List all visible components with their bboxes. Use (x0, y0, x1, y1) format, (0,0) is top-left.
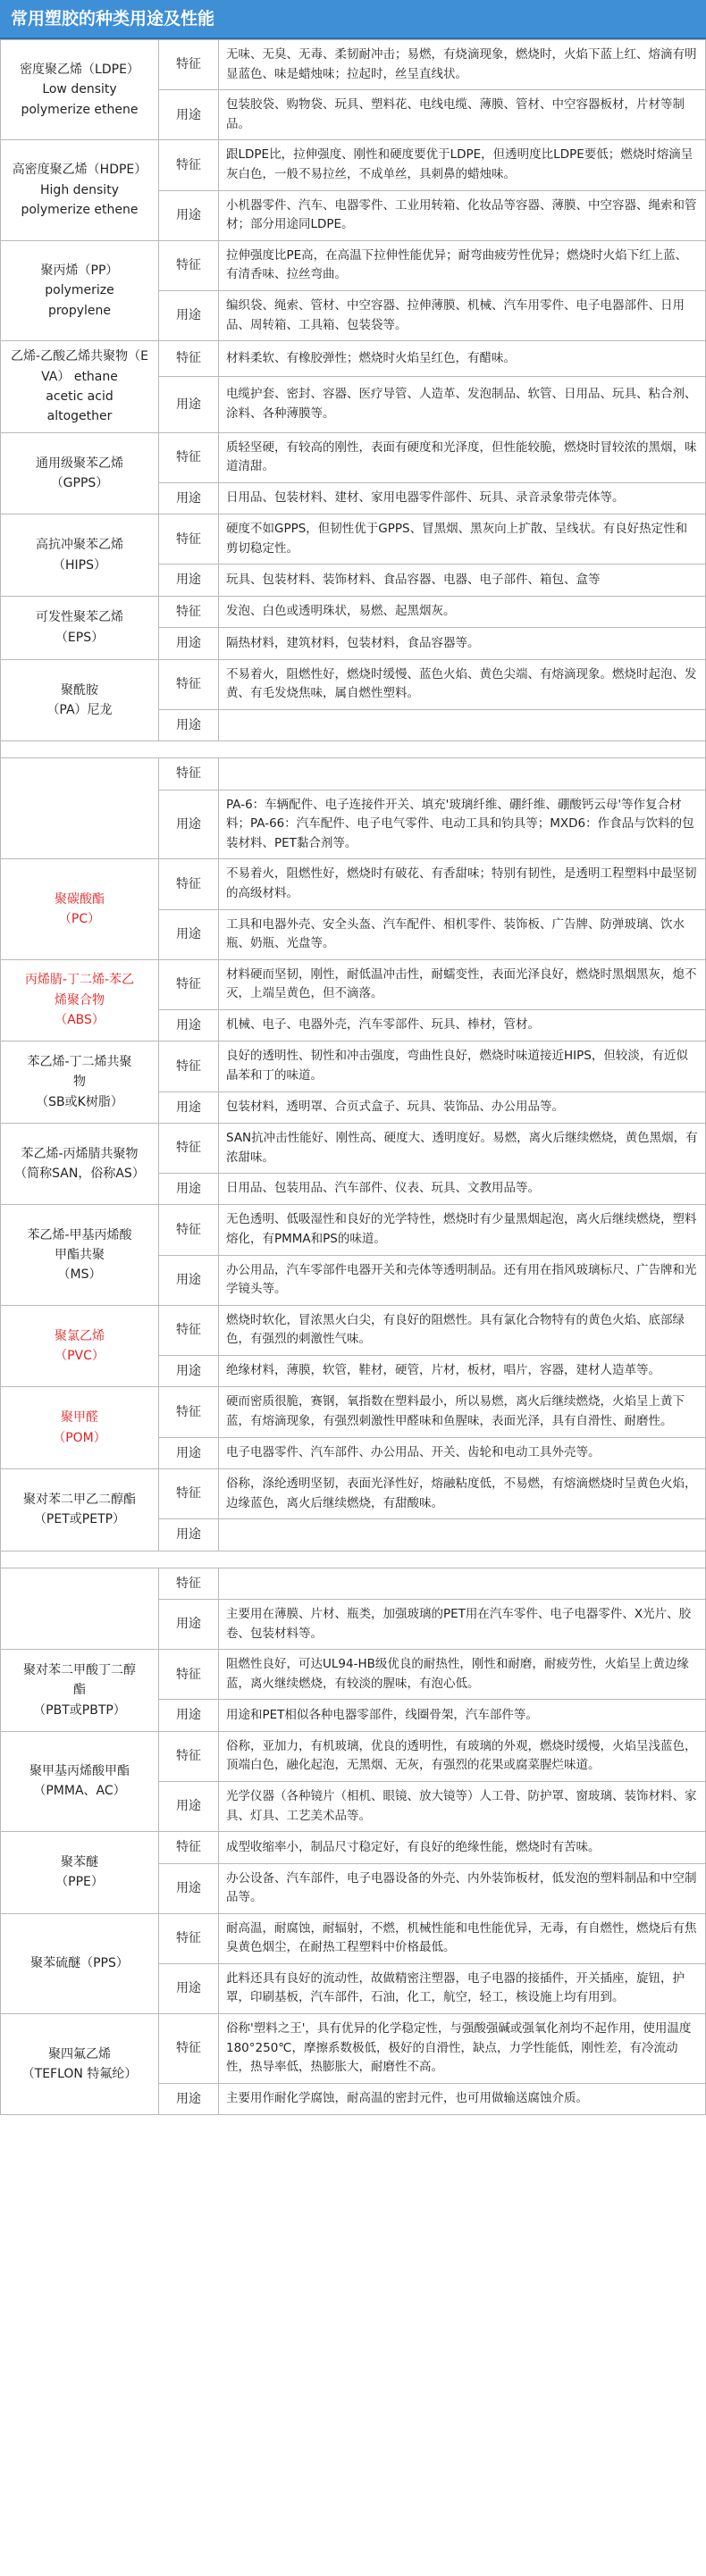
feature-label: 特征 (159, 1387, 219, 1437)
material-feature-row (1, 1913, 706, 1963)
feature-label: 特征 (159, 341, 219, 377)
material-feature-row (1, 1568, 706, 1599)
use-label: 用途 (159, 628, 219, 659)
use-label: 用途 (159, 1255, 219, 1305)
feature-label: 特征 (159, 1305, 219, 1355)
feature-text: 材料硬而坚韧，刚性，耐低温冲击性，耐蠕变性，表面光泽良好，燃烧时黑烟黑灰，熄不灭，上端呈黄色，但不滴落。 (219, 959, 706, 1009)
feature-text: 质轻坚硬，有较高的刚性，表面有硬度和光泽度，但性能较脆，燃烧时冒较浓的黑烟，味道清甜。 (219, 432, 706, 482)
material-name-cell (1, 659, 159, 741)
feature-label: 特征 (159, 859, 219, 909)
material-name-line: 丙烯腈-丁二烯-苯乙 (24, 973, 135, 988)
use-text: 玩具、包装材料、装饰材料、食品容器、电器、电子部件、箱包、盒等 (219, 565, 706, 596)
material-name-line: （PA）尼龙 (46, 702, 113, 717)
material-name-line: 聚对苯二甲乙二醇酯 (23, 1492, 136, 1507)
use-label: 用途 (159, 482, 219, 514)
use-text: 办公用品，汽车零部件电器开关和壳体等透明制品。还有用在指风玻璃标尺、广告牌和光学镜头等。 (219, 1255, 706, 1305)
material-name-cell (1, 1650, 159, 1732)
use-label: 用途 (159, 1519, 219, 1551)
material-feature-row (1, 1041, 706, 1091)
material-name-line: （HIPS） (53, 557, 106, 573)
use-text: 工具和电器外壳、安全头盔、汽车配件、相机零件、装饰板、广告牌、防弹玻璃、饮水瓶、奶瓶、光盘等。 (219, 909, 706, 959)
use-text: 办公设备、汽车部件，电子电器设备的外壳、内外装饰板材，低发泡的塑料制品和中空制品等。 (219, 1863, 706, 1913)
material-name-cell (1, 1123, 159, 1205)
feature-text: 耐高温，耐腐蚀，耐辐射，不燃，机械性能和电性能优异，无毒，有自燃性，燃烧后有焦臭黄色烟尘，在耐热工程塑料中价格最低。 (219, 1913, 706, 1963)
material-name-line: （PET或PETP） (33, 1512, 126, 1527)
feature-text: 硬而密质很脆，赛钢，氧指数在塑料最小，所以易燃，离火后继续燃烧，火焰呈上黄下蓝，有熔滴现象，有强烈刺激性甲醛味和鱼腥味，表面光泽，具有自滑性、耐磨性。 (219, 1387, 706, 1437)
material-name-line: polymerize ethene (21, 102, 139, 117)
use-text: 绝缘材料，薄膜，软管，鞋材，硬管，片材，板材，唱片，容器，建材人造革等。 (219, 1356, 706, 1387)
properties-table-body (1, 40, 706, 2115)
use-text: 日用品、包装材料、建材、家用电器零件部件、玩具、录音录象带壳体等。 (219, 482, 706, 514)
material-name-cell (1, 140, 159, 240)
feature-text: 无色透明、低吸湿性和良好的光学特性，燃烧时有少量黑烟起泡，离火后继续燃烧，塑料熔化，有PMMA和PS的味道。 (219, 1205, 706, 1255)
material-name-line: （GPPS） (50, 475, 109, 490)
material-name-line: 聚四氟乙烯 (48, 2046, 111, 2062)
feature-label: 特征 (159, 659, 219, 709)
material-feature-row (1, 659, 706, 709)
material-name-line: （SB或K树脂） (36, 1094, 123, 1109)
use-text: 包装材料，透明罩、合页式盒子、玩具、装饰品、办公用品等。 (219, 1091, 706, 1123)
material-name-cell (1, 758, 159, 859)
material-feature-row (1, 1469, 706, 1519)
material-feature-row (1, 514, 706, 565)
material-name-cell (1, 40, 159, 140)
material-name-line: 苯乙烯-甲基丙烯酸 (27, 1227, 132, 1242)
use-text: 包装胶袋、购物袋、玩具、塑料花、电线电缆、薄膜、管材、中空容器板材，片材等制品。 (219, 90, 706, 140)
material-name-cell (1, 959, 159, 1041)
feature-text: 不易着火，阻燃性好，燃烧时缓慢、蓝色火焰、黄色尖端、有熔滴现象。燃烧时起泡、发黄、有毛发烧焦味，属自燃性塑料。 (219, 659, 706, 709)
material-name-line: 聚苯硫醚（PPS） (30, 1956, 129, 1971)
material-name-line: （ABS） (55, 1013, 105, 1028)
material-name-line: 苯乙烯-丙烯腈共聚物 (21, 1146, 139, 1161)
use-label: 用途 (159, 565, 219, 596)
material-name-line: High density (40, 182, 119, 197)
material-name-line: （EPS） (55, 630, 105, 645)
material-name-line: 聚甲基丙烯酸甲酯 (29, 1764, 130, 1779)
feature-text: SAN抗冲击性能好、刚性高、硬度大、透明度好。易燃，离火后继续燃烧，黄色黑烟，有浓甜味。 (219, 1123, 706, 1173)
use-label: 用途 (159, 1174, 219, 1205)
material-name-line: 高抗冲聚苯乙烯 (36, 538, 123, 553)
use-label: 用途 (159, 1009, 219, 1041)
spacer-cell (1, 741, 706, 758)
use-label: 用途 (159, 1437, 219, 1468)
spacer-row (1, 1551, 706, 1568)
material-name-cell (1, 1387, 159, 1469)
use-label: 用途 (159, 909, 219, 959)
material-feature-row (1, 40, 706, 90)
feature-text (219, 758, 706, 790)
material-name-line: （PMMA、AC） (33, 1784, 126, 1799)
use-text: 编织袋、绳索、管材、中空容器、拉伸薄膜、机械、汽车用零件、电子电器部件、日用品、周转箱、工具箱、包装袋等。 (219, 290, 706, 340)
use-text: 小机器零件、汽车、电器零件、工业用转箱、化妆品等容器、薄膜、中空容器、绳索和管材；部分用途同LDPE。 (219, 190, 706, 240)
material-feature-row (1, 959, 706, 1009)
material-name-line: （POM） (53, 1430, 106, 1445)
material-name-cell (1, 1731, 159, 1831)
feature-label: 特征 (159, 758, 219, 790)
feature-text: 阻燃性良好，可达UL94-HB级优良的耐热性，刚性和耐磨，耐疲劳性，火焰呈上黄边缘蓝，离火继续燃烧，有较淡的腥味，有泡心低。 (219, 1650, 706, 1700)
material-feature-row (1, 140, 706, 190)
material-name-line: polymerize (45, 283, 114, 298)
material-name-line: 酯 (73, 1683, 86, 1698)
use-text: 主要用作耐化学腐蚀，耐高温的密封元件，也可用做输送腐蚀介质。 (219, 2083, 706, 2114)
use-text: 此料还具有良好的流动性，故做精密注塑器，电子电器的接插件，开关插座，旋钮，护罩，印刷基板，汽车部件，石油，化工，航空，轻工，核设施上均有用到。 (219, 1963, 706, 2013)
material-feature-row (1, 1832, 706, 1863)
properties-table (0, 39, 706, 2115)
material-name-line: 烯聚合物 (55, 992, 105, 1008)
use-label: 用途 (159, 290, 219, 340)
material-feature-row (1, 1123, 706, 1173)
use-label: 用途 (159, 1700, 219, 1731)
spacer-row (1, 741, 706, 758)
material-name-line: 高密度聚乙烯（HDPE） (12, 163, 147, 178)
feature-label: 特征 (159, 240, 219, 290)
material-name-cell (1, 1568, 159, 1650)
material-feature-row (1, 240, 706, 290)
material-name-line: propylene (47, 303, 112, 318)
use-label: 用途 (159, 1863, 219, 1913)
feature-label: 特征 (159, 140, 219, 190)
use-text: 电缆护套、密封、容器、医疗导管、人造革、发泡制品、软管、日用品、玩具、粘合剂、涂料、各种薄膜等。 (219, 376, 706, 432)
material-name-cell (1, 1832, 159, 1914)
page-title: 常用塑胶的种类用途及性能 (0, 0, 706, 39)
feature-label: 特征 (159, 1650, 219, 1700)
feature-text: 材料柔软、有橡胶弹性；燃烧时火焰呈红色，有醋味。 (219, 341, 706, 377)
feature-text: 燃烧时软化，冒浓黑火白尖，有良好的阻燃性。具有氯化合物特有的黄色火焰、底部绿色，有强烈的刺激性气味。 (219, 1305, 706, 1355)
feature-label: 特征 (159, 959, 219, 1009)
material-name-line: （简称SAN，俗称AS） (14, 1167, 145, 1182)
use-label: 用途 (159, 90, 219, 140)
feature-text: 无味、无臭、无毒、柔韧耐冲击；易燃，有烧滴现象，燃烧时，火焰下蓝上红、熔滴有明显蓝色、味是蜡烛味；拉起时，丝呈直线状。 (219, 40, 706, 90)
material-name-cell (1, 2014, 159, 2115)
feature-text: 拉伸强度比PE高，在高温下拉伸性能优异；耐弯曲疲劳性优异；燃烧时火焰下红上蓝、有清香味、拉丝弯曲。 (219, 240, 706, 290)
feature-text: 硬度不如GPPS，但韧性优于GPPS、冒黑烟、黑灰向上扩散、呈线状。有良好热定性和剪切稳定性。 (219, 514, 706, 565)
material-name-line: Low density (42, 82, 117, 97)
material-feature-row (1, 1650, 706, 1700)
material-name-line: （PVC） (55, 1349, 105, 1364)
feature-label: 特征 (159, 1913, 219, 1963)
material-name-cell (1, 1913, 159, 2013)
feature-label: 特征 (159, 1568, 219, 1599)
material-name-line: 聚甲醛 (61, 1410, 98, 1426)
use-text: 光学仪器（各种镜片（相机、眼镜、放大镜等）人工骨、防护罩、窗玻璃、装饰材料、家具、灯具、工艺美术品等。 (219, 1781, 706, 1831)
material-feature-row (1, 1731, 706, 1781)
material-name-line: polymerize ethene (21, 203, 139, 218)
material-name-line: 苯乙烯-丁二烯共聚 (27, 1055, 132, 1070)
feature-label: 特征 (159, 514, 219, 565)
use-label: 用途 (159, 376, 219, 432)
material-name-line: altogether (46, 409, 113, 424)
material-name-line: 聚苯醚 (61, 1855, 98, 1870)
use-label: 用途 (159, 1356, 219, 1387)
material-name-line: 聚对苯二甲酸丁二醇 (23, 1662, 136, 1677)
feature-label: 特征 (159, 596, 219, 627)
use-text: 电子电器零件、汽车部件、办公用品、开关、齿轮和电动工具外壳等。 (219, 1437, 706, 1468)
spacer-cell (1, 1551, 706, 1568)
use-label: 用途 (159, 190, 219, 240)
material-name-line: （PPE） (55, 1875, 104, 1890)
feature-text: 俗称'塑料之王'，具有优异的化学稳定性，与强酸强碱或强氧化剂均不起作用，使用温度180°250℃，摩擦系数极低，极好的自滑性，缺点，力学性能低，刚性差，有冷流动性，热导率低，热膨胀大，耐磨性不高。 (219, 2014, 706, 2084)
material-name-line: （PBT或PBTP） (33, 1702, 126, 1718)
use-label: 用途 (159, 2083, 219, 2114)
feature-text: 发泡、白色或透明珠状，易燃、起黑烟灰。 (219, 596, 706, 627)
material-name-line: 可发性聚苯乙烯 (36, 610, 123, 625)
feature-label: 特征 (159, 1205, 219, 1255)
use-text: 主要用在薄膜、片材、瓶类，加强玻璃的PET用在汽车零件、电子电器零件、X光片、胶卷、包装材料等。 (219, 1599, 706, 1649)
feature-text: 不易着火，阻燃性好，燃烧时有破花、有香甜味；特别有韧性，是透明工程塑料中最坚韧的高级材料。 (219, 859, 706, 909)
feature-label: 特征 (159, 1832, 219, 1863)
material-name-cell (1, 1041, 159, 1124)
material-name-line: 聚酰胺 (61, 682, 98, 698)
use-text: 用途和PET相似各种电器零部件，线圈骨架，汽车部件等。 (219, 1700, 706, 1731)
use-label: 用途 (159, 1963, 219, 2013)
use-text (219, 709, 706, 740)
material-name-line: acetic acid (46, 389, 113, 404)
material-name-cell (1, 1305, 159, 1387)
feature-label: 特征 (159, 1041, 219, 1091)
feature-text: 成型收缩率小，制品尺寸稳定好，有良好的绝缘性能，燃烧时有苦味。 (219, 1832, 706, 1863)
feature-text (219, 1568, 706, 1599)
feature-text: 俗称，涤纶透明坚韧，表面光泽性好，熔融粘度低，不易燃，有熔滴燃烧时呈黄色火焰，边缘蓝色，离火后继续燃烧，有甜酸味。 (219, 1469, 706, 1519)
feature-text: 良好的透明性、韧性和冲击强度，弯曲性良好，燃烧时味道接近HIPS，但较淡，有近似晶苯和丁的味道。 (219, 1041, 706, 1091)
material-name-line: 聚氯乙烯 (55, 1328, 105, 1343)
material-name-cell (1, 514, 159, 597)
material-name-line: 聚丙烯（PP） (40, 263, 119, 278)
feature-label: 特征 (159, 432, 219, 482)
material-name-cell (1, 859, 159, 959)
material-name-cell (1, 341, 159, 433)
use-label: 用途 (159, 1091, 219, 1123)
use-label: 用途 (159, 790, 219, 859)
material-feature-row (1, 596, 706, 627)
use-label: 用途 (159, 1781, 219, 1831)
use-text: 机械、电子、电器外壳，汽车零部件、玩具、棒材，管材。 (219, 1009, 706, 1041)
use-text: 隔热材料，建筑材料，包装材料，食品容器等。 (219, 628, 706, 659)
feature-label: 特征 (159, 2014, 219, 2084)
feature-label: 特征 (159, 1731, 219, 1781)
material-name-cell (1, 1205, 159, 1305)
use-text: 日用品、包装用品、汽车部件、仪表、玩具、文教用品等。 (219, 1174, 706, 1205)
material-feature-row (1, 1305, 706, 1355)
material-name-line: （PC） (58, 912, 101, 927)
material-name-line: 密度聚乙烯（LDPE） (20, 63, 139, 78)
use-label: 用途 (159, 1599, 219, 1649)
material-name-cell (1, 432, 159, 514)
feature-label: 特征 (159, 1469, 219, 1519)
material-name-cell (1, 1469, 159, 1551)
material-feature-row (1, 758, 706, 790)
material-feature-row (1, 432, 706, 482)
material-name-line: 物 (73, 1075, 86, 1090)
feature-text: 俗称，亚加力，有机玻璃，优良的透明性，有玻璃的外观，燃烧时缓慢，火焰呈浅蓝色，顶端白色，融化起泡，无黑烟、无灰，有强烈的花果或腐菜腥烂味道。 (219, 1731, 706, 1781)
material-feature-row (1, 859, 706, 909)
feature-label: 特征 (159, 40, 219, 90)
material-name-line: 甲酯共聚 (55, 1247, 105, 1262)
feature-text: 跟LDPE比，拉伸强度、刚性和硬度要优于LDPE，但透明度比LDPE要低；燃烧时熔滴呈灰白色，一般不易拉丝，不成单丝，具刺鼻的蜡烛味。 (219, 140, 706, 190)
use-text (219, 1519, 706, 1551)
use-label: 用途 (159, 709, 219, 740)
material-name-cell (1, 596, 159, 659)
material-name-line: 通用级聚苯乙烯 (36, 456, 123, 471)
use-text: PA-6：车辆配件、电子连接件开关、填充'玻璃纤维、硼纤维、硼酸钙云母'等作复合材料；PA-66：汽车配件、电子电气零件、电动工具和钧具等；MXD6：作食品与饮料的包装材料、PET黏合剂等。 (219, 790, 706, 859)
material-name-line: 聚碳酸酯 (55, 891, 105, 907)
material-name-line: （MS） (57, 1267, 102, 1283)
material-feature-row (1, 341, 706, 377)
material-feature-row (1, 2014, 706, 2084)
material-name-line: （TEFLON 特氟纶） (21, 2067, 138, 2082)
material-feature-row (1, 1387, 706, 1437)
material-feature-row (1, 1205, 706, 1255)
feature-label: 特征 (159, 1123, 219, 1173)
material-name-line: 乙烯-乙酸乙烯共聚物（EVA） ethane (11, 349, 148, 384)
material-name-cell (1, 240, 159, 340)
